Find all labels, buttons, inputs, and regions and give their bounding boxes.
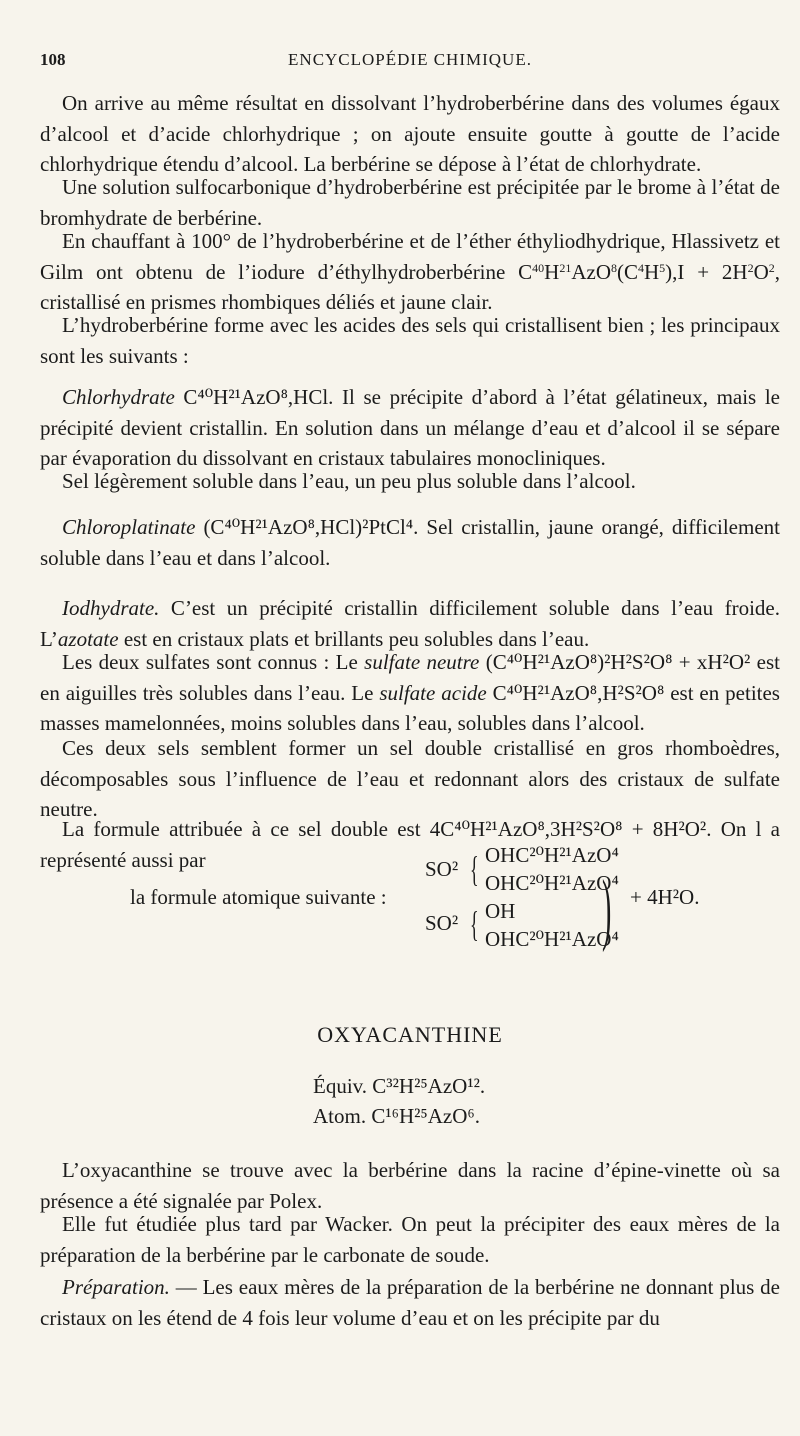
paragraph-preparation: Préparation. — Les eaux mères de la préparation de la berbérine ne donnant plus de cristaux on les étend de 4 fois leur volume d’eau et on les précipite par du xyxy=(40,1275,780,1330)
formula-row-1: OHC²⁰H²¹AzO⁴ xyxy=(485,843,619,867)
brace-bottom: { xyxy=(470,904,479,944)
paragraph-iodhydrate: Iodhydrate. C’est un précipité cristallin difficilement soluble dans l’eau froide. L’azotate est en cristaux plats et brillants peu solubles dans l’eau. xyxy=(40,596,780,651)
paragraph-11: La formule attribuée à ce sel double est 4C⁴⁰H²¹AzO⁸,3H²S²O⁸ + 8H²O². On l a représenté aussi par xyxy=(40,817,780,872)
section-title: OXYACANTHINE xyxy=(317,1022,503,1047)
paragraph-chlorhydrate: Chlorhydrate C⁴⁰H²¹AzO⁸,HCl. Il se précipite d’abord à l’état gélatineux, mais le précipité devient cristallin. En solution dans un mélange d’eau et d’alcool il se sépare par évaporation du dissolvant en cristaux tabulaires monocliniques. xyxy=(40,385,780,470)
paragraph-12: L’oxyacanthine se trouve avec la berbérine dans la racine d’épine-vinette où sa présence a été signalée par Polex. xyxy=(40,1158,780,1213)
paragraph-4: L’hydroberbérine forme avec les acides des sels qui cristallisent bien ; les principaux sont les suivants : xyxy=(40,313,780,368)
formula-tail: + 4H²O. xyxy=(630,885,700,909)
paragraph-chloroplatinate: Chloroplatinate (C⁴⁰H²¹AzO⁸,HCl)²PtCl⁴. Sel cristallin, jaune orangé, difficilement soluble dans l’eau et dans l’alcool. xyxy=(40,515,780,570)
atomic-formula xyxy=(40,845,780,985)
formula-label: la formule atomique suivante : xyxy=(130,885,387,909)
formula-so2-bottom: SO² xyxy=(425,911,459,935)
brace-top: { xyxy=(470,849,479,889)
paragraph-13: Elle fut étudiée plus tard par Wacker. On peut la précipiter des eaux mères de la préparation de la berbérine par le carbonate de soude. xyxy=(40,1212,780,1267)
brace-right: ) xyxy=(602,865,612,953)
atomic-formula-line: Atom. C¹⁶H²⁵AzO⁶. xyxy=(313,1104,480,1128)
page-number: 108 xyxy=(40,50,66,69)
formula-row-3: OH xyxy=(485,899,516,923)
running-title: ENCYCLOPÉDIE CHIMIQUE. xyxy=(288,50,532,69)
formula-row-4: OHC²⁰H²¹AzO⁴ xyxy=(485,927,619,951)
paragraph-10: Ces deux sels semblent former un sel double cristallisé en gros rhomboèdres, décomposables sous l’influence de l’eau et redonnant alors des cristaux de sulfate neutre. xyxy=(40,736,780,821)
formula-so2-top: SO² xyxy=(425,857,459,881)
equivalent-formula: Équiv. C³²H²⁵AzO¹². xyxy=(313,1074,486,1098)
paragraph-3: En chauffant à 100° de l’hydroberbérine et de l’éther éthyliodhydrique, Hlassivetz et Gilm ont obtenu de l’iodure d’éthylhydroberbérine $C^{40}H^{21}AzO^8(C^4H^5),I + 2H^2O^2$, cristallisé en prismes rhombiques déliés et jaune clair. xyxy=(40,229,780,314)
running-header xyxy=(40,50,780,74)
paragraph-sulfates: Les deux sulfates sont connus : Le sulfate neutre (C⁴⁰H²¹AzO⁸)²H²S²O⁸ + xH²O² est en aiguilles très solubles dans l’eau. Le sulfate acide C⁴⁰H²¹AzO⁸,H²S²O⁸ est en petites masses mamelonnées, moins solubles dans l’eau, solubles dans l’alcool. xyxy=(40,650,781,735)
formula-row-2: OHC²⁰H²¹AzO⁴ xyxy=(485,871,619,895)
paragraph-6: Sel légèrement soluble dans l’eau, un peu plus soluble dans l’alcool. xyxy=(62,469,636,493)
paragraph-2: Une solution sulfocarbonique d’hydroberbérine est précipitée par le brome à l’état de bromhydrate de berbérine. xyxy=(40,175,780,230)
paragraph-1: On arrive au même résultat en dissolvant l’hydroberbérine dans des volumes égaux d’alcool et d’acide chlorhydrique ; on ajoute ensuite goutte à goutte de l’acide chlorhydrique étendu d’alcool. La berbérine se dépose à l’état de chlorhydrate. xyxy=(40,91,780,176)
